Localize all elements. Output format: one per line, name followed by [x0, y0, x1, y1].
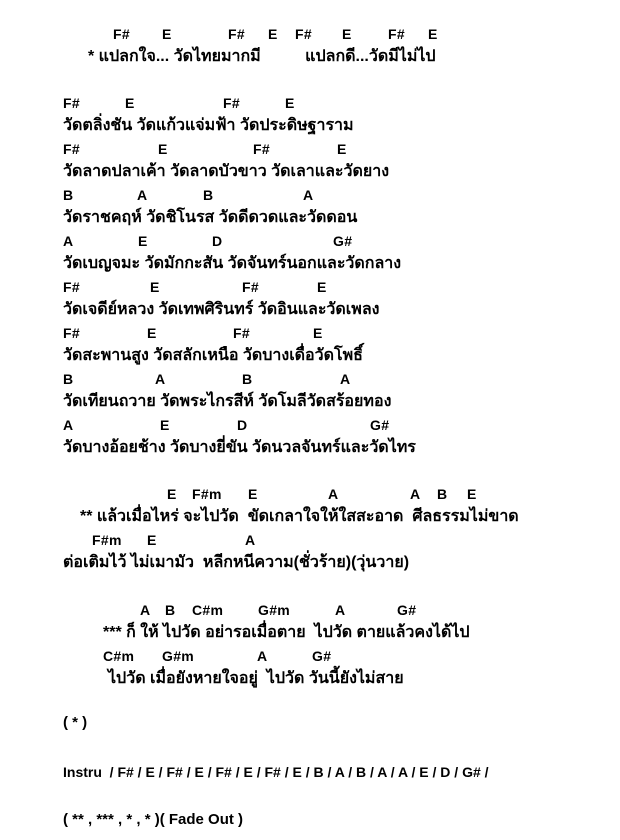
lyric-line [0, 115, 620, 142]
chord-label: E [342, 26, 352, 42]
chord-label: F#m [92, 532, 122, 548]
chord-label: E [162, 26, 172, 42]
lyric-line [0, 46, 620, 73]
fade-out-text: ( ** , *** , * , * )( Fade Out ) [63, 811, 244, 828]
chord-label: E [160, 417, 170, 433]
chord-label: B [203, 187, 214, 203]
instrumental-line [0, 763, 620, 783]
chord-label: F# [63, 95, 80, 111]
section-intro [0, 27, 620, 73]
chord-label: A [257, 648, 268, 664]
chord-label: F# [63, 141, 80, 157]
chord-label: D [212, 233, 223, 249]
chord-label: E [138, 233, 148, 249]
chord-line [0, 326, 620, 345]
chord-label: A [335, 602, 346, 618]
lyric-line [0, 345, 620, 372]
chord-line [0, 234, 620, 253]
chord-label: G# [312, 648, 332, 664]
lyric-text: *** ก็ ให้ ไปวัด อย่ารอเมื่อตาย ไปวัด ตายแล้วคงได้ไป [103, 624, 470, 641]
chord-line [0, 418, 620, 437]
chord-label: C#m [103, 648, 135, 664]
lyric-line [0, 622, 620, 649]
chord-label: A [63, 233, 74, 249]
chord-label: E [167, 486, 177, 502]
chord-line [0, 280, 620, 299]
chord-label: A [137, 187, 148, 203]
chord-label: A [245, 532, 256, 548]
chord-label: E [428, 26, 438, 42]
lyric-text: วัดเบญจมะ วัดมักกะสัน วัดจันทร์นอกและวัดกลาง [63, 255, 402, 272]
chord-label: A [140, 602, 151, 618]
chord-label: F# [295, 26, 312, 42]
section-bridge [0, 603, 620, 695]
chord-label: E [285, 95, 295, 111]
chord-label: G# [397, 602, 417, 618]
chord-label: F# [253, 141, 270, 157]
chord-label: C#m [192, 602, 224, 618]
chord-label: E [467, 486, 477, 502]
lyric-line [0, 299, 620, 326]
chord-label: B [63, 371, 74, 387]
chord-line [0, 96, 620, 115]
chord-label: E [147, 325, 157, 341]
lyric-text: วัดสะพานสูง วัดสลักเหนือ วัดบางเดื่อวัดโพธิ์ [63, 347, 363, 364]
chord-label: E [313, 325, 323, 341]
chord-line [0, 533, 620, 552]
chord-label: B [165, 602, 176, 618]
chord-line [0, 27, 620, 46]
lyric-line [0, 437, 620, 464]
lyric-text: ** แล้วเมื่อไหร่ จะไปวัด ขัดเกลาใจให้ใสสะอาด ศีลธรรมไม่ขาด [80, 508, 519, 525]
lyric-text: วัดเทียนถวาย วัดพระไกรสีห์ วัดโมลีวัดสร้อยทอง [63, 393, 392, 410]
chord-label: E [337, 141, 347, 157]
chord-line [0, 372, 620, 391]
chord-label: G# [370, 417, 390, 433]
chord-label: B [63, 187, 74, 203]
repeat-marker-line [0, 714, 620, 734]
chord-label: G#m [258, 602, 291, 618]
chord-line [0, 603, 620, 622]
section-hook [0, 487, 620, 579]
chord-label: G#m [162, 648, 195, 664]
chord-label: E [158, 141, 168, 157]
chord-line [0, 487, 620, 506]
lyric-line [0, 161, 620, 188]
chord-label: F# [228, 26, 245, 42]
chord-label: F# [113, 26, 130, 42]
chord-label: A [63, 417, 74, 433]
chord-label: E [268, 26, 278, 42]
chord-label: A [303, 187, 314, 203]
chord-label: A [155, 371, 166, 387]
instrumental-text: Instru / F# / E / F# / E / F# / E / F# / E / B / A / B / A / A / E / D / G# / [63, 764, 489, 780]
chord-label: E [125, 95, 135, 111]
chord-label: D [237, 417, 248, 433]
chord-label: E [248, 486, 258, 502]
chord-label: A [340, 371, 351, 387]
chord-label: F# [242, 279, 259, 295]
chord-label: F#m [192, 486, 222, 502]
lyric-line [0, 253, 620, 280]
lyric-line [0, 668, 620, 695]
chord-label: F# [233, 325, 250, 341]
chord-line [0, 188, 620, 207]
chord-label: G# [333, 233, 353, 249]
lyric-text: * แปลกใจ... วัดไทยมากมี แปลกดี...วัดมีไม่ไป [88, 48, 436, 65]
lyric-line [0, 552, 620, 579]
repeat-marker-text: ( * ) [63, 714, 88, 731]
chord-label: F# [63, 325, 80, 341]
chord-label: B [242, 371, 253, 387]
section-verse [0, 96, 620, 464]
chord-label: A [328, 486, 339, 502]
lyric-text: วัดเจดีย์หลวง วัดเทพศิรินทร์ วัดอินและวัดเพลง [63, 301, 380, 318]
lyric-text: วัดลาดปลาเค้า วัดลาดบัวขาว วัดเลาและวัดยาง [63, 163, 390, 180]
chord-line [0, 649, 620, 668]
fade-out-line [0, 811, 620, 831]
chord-label: E [147, 532, 157, 548]
chord-label: F# [388, 26, 405, 42]
chord-label: E [150, 279, 160, 295]
lyric-text: วัดราชคฤห์ วัดชิโนรส วัดดีดวดและวัดดอน [63, 209, 358, 226]
chord-label: B [437, 486, 448, 502]
chord-label: F# [223, 95, 240, 111]
lyric-text: ไปวัด เมื่อยังหายใจอยู่ ไปวัด วันนี้ยังไม่สาย [108, 670, 404, 687]
chord-label: A [410, 486, 421, 502]
lyric-text: วัดบางอ้อยช้าง วัดบางยี่ขัน วัดนวลจันทร์และวัดไทร [63, 439, 416, 456]
lyric-text: วัดตลิ่งชัน วัดแก้วแจ่มฟ้า วัดประดิษฐาราม [63, 117, 354, 134]
lyric-line [0, 506, 620, 533]
chord-label: E [317, 279, 327, 295]
lyric-text: ต่อเติมไว้ ไม่เมามัว หลีกหนีความ(ชั่วร้าย)(วุ่นวาย) [63, 554, 410, 571]
chord-line [0, 142, 620, 161]
lyric-line [0, 207, 620, 234]
chord-label: F# [63, 279, 80, 295]
lyric-line [0, 391, 620, 418]
